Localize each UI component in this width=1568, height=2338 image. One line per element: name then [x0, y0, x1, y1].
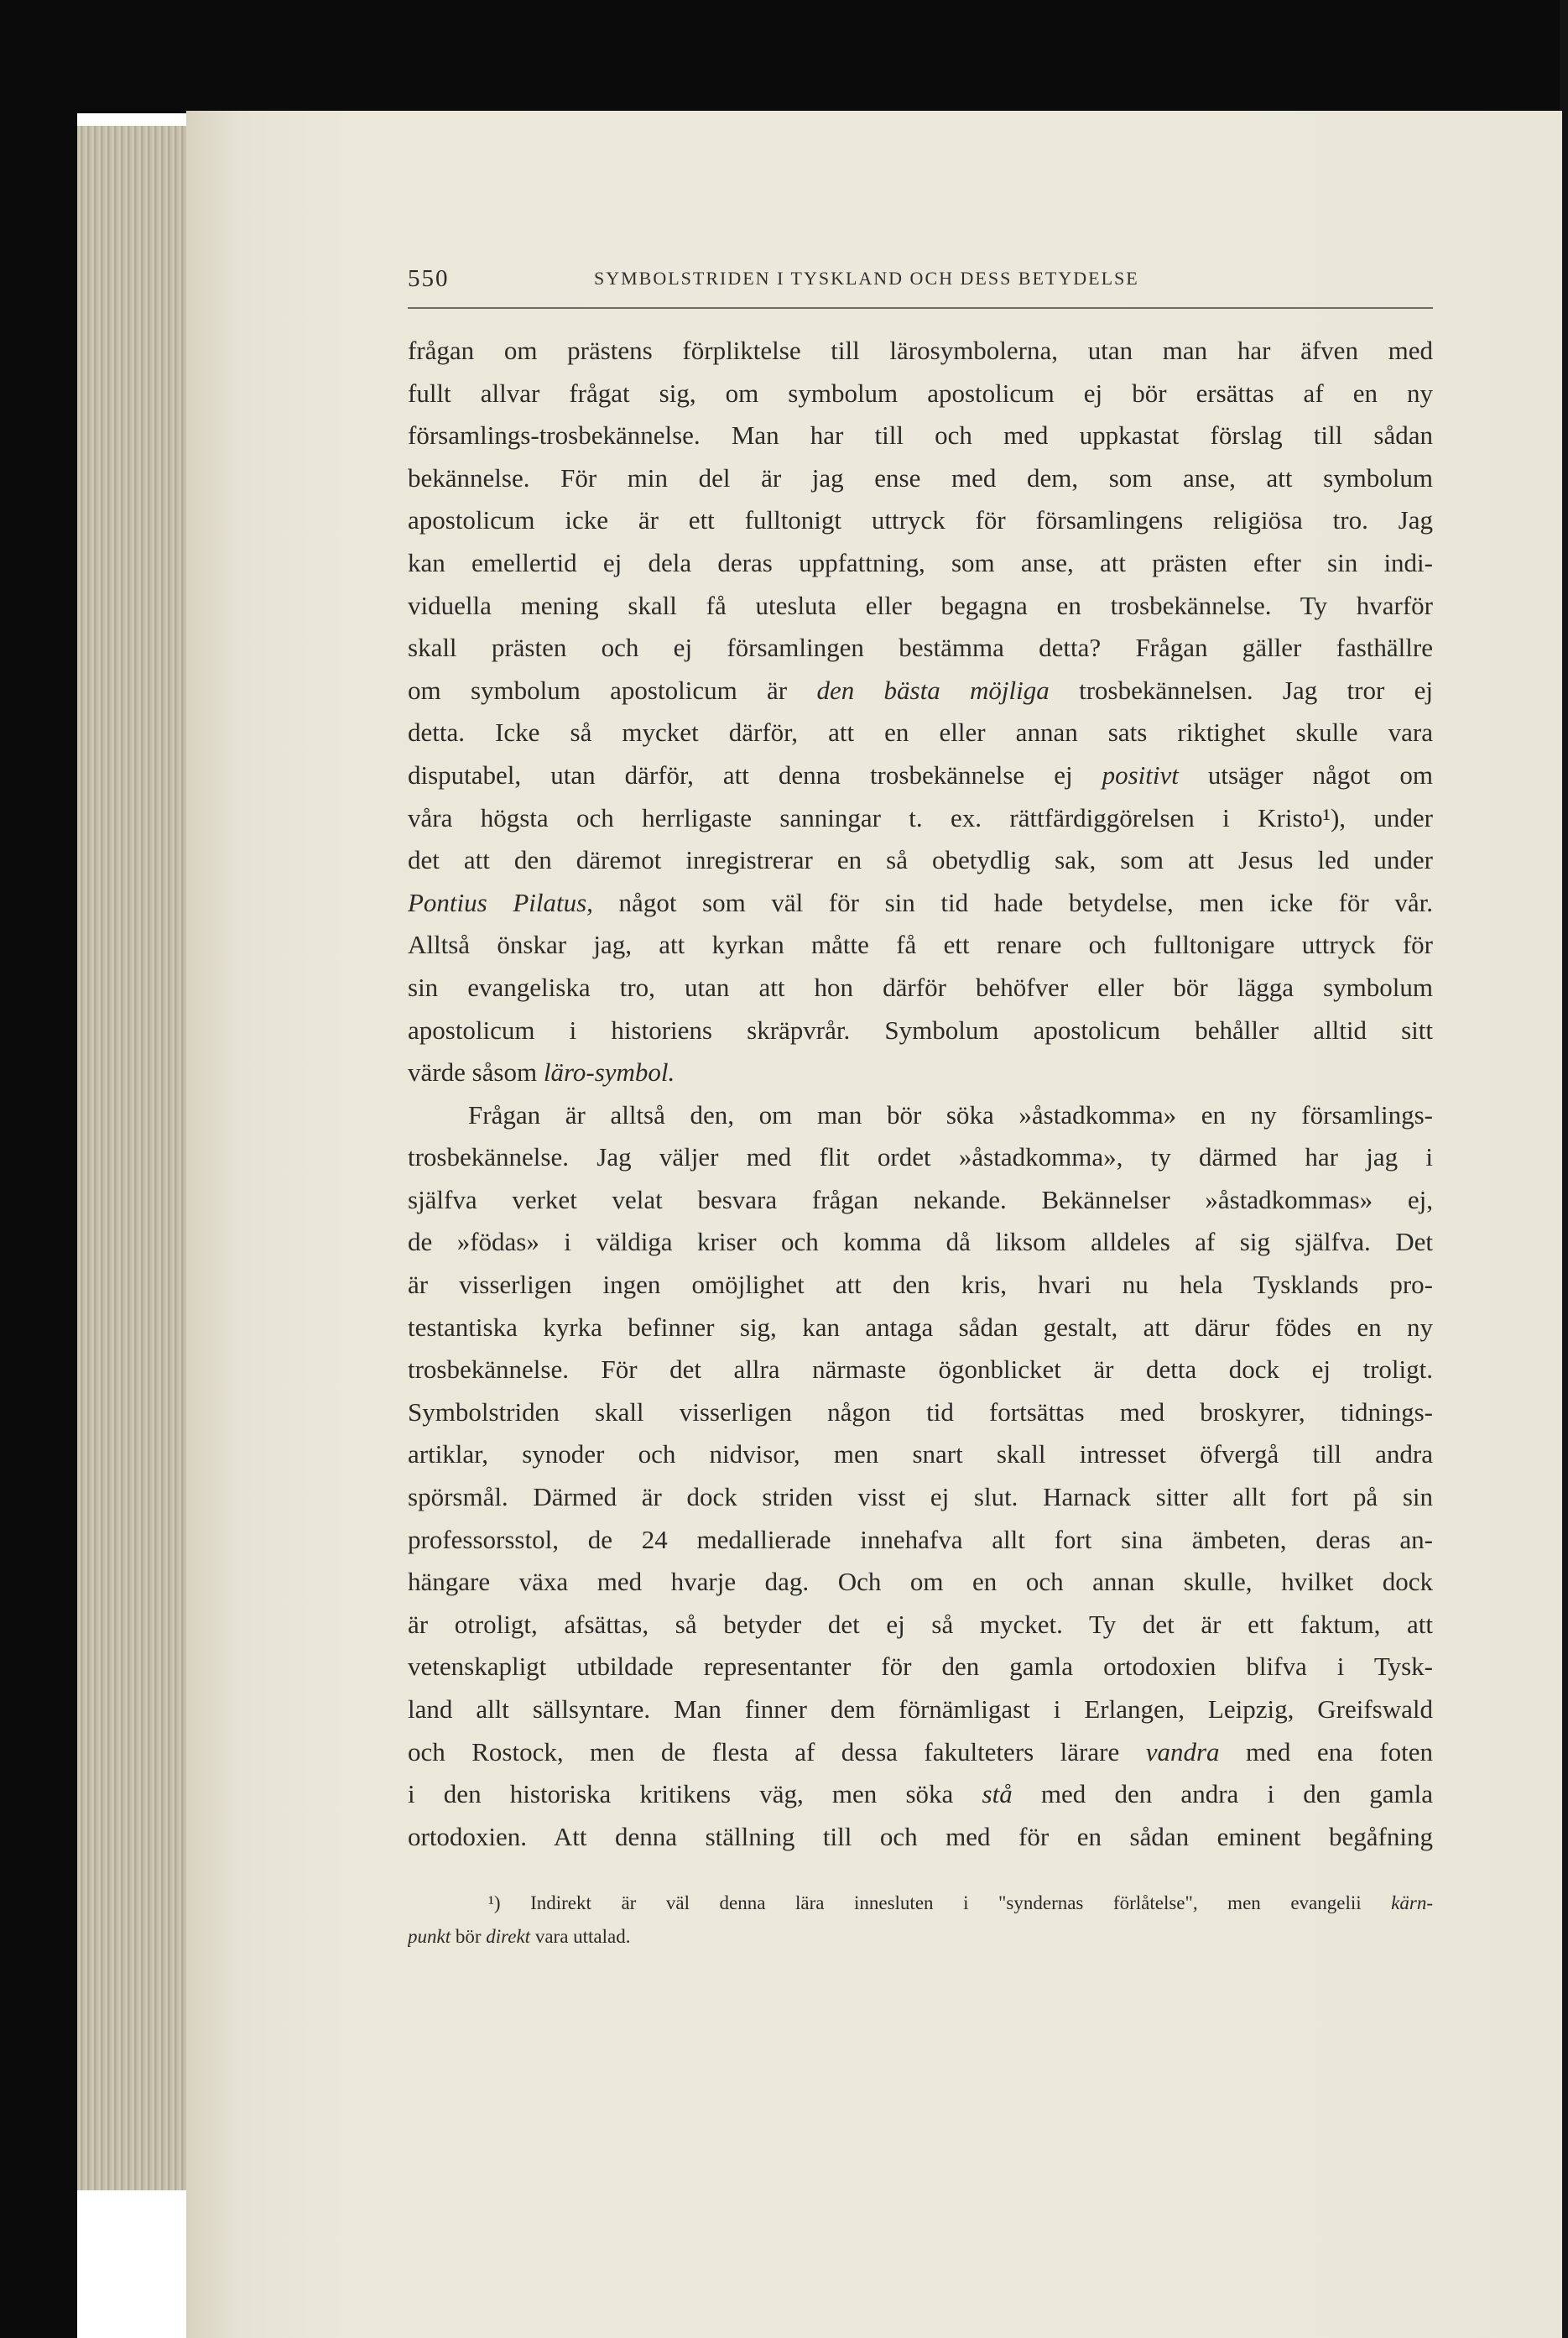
- body-text: [408, 330, 1433, 1858]
- text-line: frågan om prästens förpliktelse till lärosymbolerna, utan man har äfven med: [408, 336, 1433, 365]
- text-line: i den historiska kritikens väg, men söka stå med den andra i den gamla: [408, 1779, 1433, 1809]
- footnote-line: punkt bör direkt vara uttalad.: [408, 1926, 631, 1947]
- text-line: Symbolstriden skall visserligen någon tid fortsättas med broskyrer, tidnings-: [408, 1396, 1433, 1427]
- text-line: är otroligt, afsättas, så betyder det ej så mycket. Ty det är ett faktum, att: [408, 1609, 1433, 1639]
- text-line: våra högsta och herrligaste sanningar t. ex. rättfärdiggörelsen i Kristo¹), under: [408, 802, 1433, 832]
- text-line: församlings-trosbekännelse. Man har till och med uppkastat förslag till sådan: [408, 420, 1433, 451]
- text-line: trosbekännelse. Jag väljer med flit ordet »åstadkomma», ty därmed har jag i: [408, 1142, 1433, 1172]
- text-line: artiklar, synoder och nidvisor, men snart skall intresset öfvergå till andra: [408, 1439, 1433, 1469]
- text-line: värde såsom läro-symbol.: [408, 1057, 675, 1088]
- text-line: testantiska kyrka befinner sig, kan antaga sådan gestalt, att därur födes en ny: [408, 1312, 1433, 1342]
- text-line: sin evangeliska tro, utan att hon därför behöfver eller bör lägga symbolum: [408, 972, 1433, 1002]
- text-line: bekännelse. För min del är jag ense med dem, som anse, att symbolum: [408, 462, 1433, 493]
- text-line: professorsstol, de 24 medallierade innehafva allt fort sina ämbeten, deras an-: [408, 1524, 1433, 1554]
- text-line: själfva verket velat besvara frågan nekande. Bekännelser »åstadkommas» ej,: [408, 1184, 1433, 1214]
- emphasized-text: läro-symbol.: [543, 1057, 675, 1088]
- text-line: de »födas» i väldiga kriser och komma då liksom alldeles af sig själfva. Det: [408, 1227, 1433, 1257]
- running-head: [408, 265, 1433, 309]
- emphasized-text: den bästa möjliga: [816, 675, 1050, 705]
- text-line: om symbolum apostolicum är den bästa möjliga trosbekännelsen. Jag tror ej: [408, 675, 1433, 705]
- text-line: disputabel, utan därför, att denna trosbekännelse ej positivt utsäger något om: [408, 759, 1433, 790]
- text-line: Pontius Pilatus, något som väl för sin tid hade betydelse, men icke för vår.: [408, 887, 1433, 917]
- text-line: apostolicum i historiens skräpvrår. Symbolum apostolicum behåller alltid sitt: [408, 1015, 1433, 1045]
- footnote-line: ¹) Indirekt är väl denna lära innesluten i "syndernas förlåtelse", men evangelii kärn-: [488, 1892, 1433, 1913]
- text-line: skall prästen och ej församlingen bestämma detta? Frågan gäller fasthällre: [408, 633, 1433, 663]
- text-line: hängare växa med hvarje dag. Och om en och annan skulle, hvilket dock: [408, 1567, 1433, 1597]
- text-line: Frågan är alltså den, om man bör söka »åstadkomma» en ny församlings-: [468, 1099, 1433, 1130]
- text-line: ortodoxien. Att denna ställning till och med för en sådan eminent begåfning: [408, 1821, 1433, 1851]
- scan-background-left: [0, 0, 77, 2338]
- text-line: spörsmål. Därmed är dock striden visst ej slut. Harnack sitter allt fort på sin: [408, 1482, 1433, 1512]
- emphasized-text: vandra: [1145, 1736, 1220, 1767]
- text-line: och Rostock, men de flesta af dessa fakulteters lärare vandra med ena foten: [408, 1736, 1433, 1767]
- emphasized-text: Pontius Pilatus,: [408, 887, 593, 917]
- text-line: vetenskapligt utbildade representanter för den gamla ortodoxien blifva i Tysk-: [408, 1652, 1433, 1682]
- page-number: 550: [408, 265, 450, 292]
- text-line: viduella mening skall få utesluta eller begagna en trosbekännelse. Ty hvarför: [408, 590, 1433, 620]
- running-title: SYMBOLSTRIDEN I TYSKLAND OCH DESS BETYDELSE: [594, 268, 1139, 289]
- emphasized-text: positivt: [1102, 759, 1179, 790]
- text-line: kan emellertid ej dela deras uppfattning, som anse, att prästen efter sin indi-: [408, 547, 1433, 577]
- text-line: det att den däremot inregistrerar en så obetydlig sak, som att Jesus led under: [408, 845, 1433, 875]
- text-line: är visserligen ingen omöjlighet att den kris, hvari nu hela Tysklands pro-: [408, 1270, 1433, 1300]
- emphasized-text: stå: [982, 1779, 1013, 1809]
- text-line: Alltså önskar jag, att kyrkan måtte få ett renare och fulltonigare uttryck för: [408, 930, 1433, 960]
- text-line: trosbekännelse. För det allra närmaste ögonblicket är detta dock ej troligt.: [408, 1354, 1433, 1385]
- footnote: [408, 1887, 1433, 1954]
- book-page-edges: [77, 126, 203, 2190]
- text-line: detta. Icke så mycket därför, att en eller annan sats riktighet skulle vara: [408, 718, 1433, 748]
- text-line: land allt sällsyntare. Man finner dem förnämligast i Erlangen, Leipzig, Greifswald: [408, 1694, 1433, 1724]
- scan-background-top: [0, 0, 1568, 113]
- text-line: apostolicum icke är ett fulltonigt uttryck för församlingens religiösa tro. Jag: [408, 505, 1433, 535]
- text-line: fullt allvar frågat sig, om symbolum apostolicum ej bör ersättas af en ny: [408, 378, 1433, 408]
